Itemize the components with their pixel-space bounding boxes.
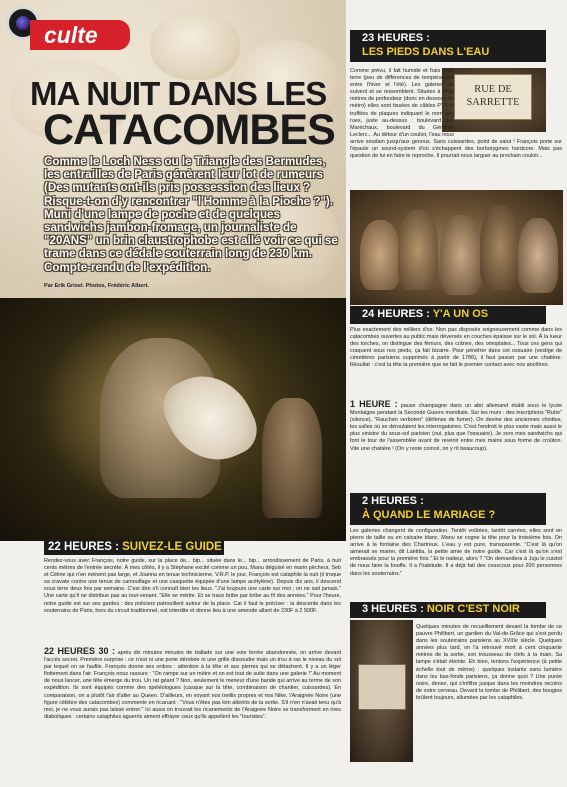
intro-paragraph: Comme le Loch Ness ou le Triangle des Bermudes, les entrailles de Paris génèrent leur lot de rumeurs (Des mutants ont-ils pris possession des lieux ? Risque-t-on d'y rencontrer "l'Homme à la Pioche ?"). Muni d'une lampe de poche et de quelques sandwichs jambon-fromage, un journaliste de "20ANS" un brin claustrophobe est allé voir ce qui se trame dans ce dédale souterrain long de 230 km. Compte-rendu de l'expédition. [44,155,338,274]
section-body: pause champagne dans un abri allemand établi sous le lycée Montaigne pendant la Seconde Guerre mondiale. Sur les murs : des inscriptions "Ruhe" (silence), "Rauchen verboten" (défense de fumer). On devine des anciennes chiottes, les salles où se déroulaient les interrogatoires. C'est l'endroit le plus vaste mais aussi le plus sinistre du sous-sol parisien (oui, plus que l'ossuaire). Je sors mes sandwichs qui font le tour de l'assemblée avant de revenir entre mes mains sous forme de croûton. Vite une chatière ! (On y reste coincé, on y rit beaucoup). [350,403,562,452]
section-text-22h30 [44,647,341,721]
street-sign-line: SARRETTE [466,97,520,108]
section-time: 1 HEURE : [350,399,398,409]
section-title: NOIR C'EST NOIR [426,603,520,615]
section-body: après dix minutes minutes de ballade sur une voie ferrée abandonnée, on arrive devant l'accès secret. Première surprise : ce n'est ni une porte dérobée ni une grille dissoudre mais un trou à ras le niveau du sol par lequel on se faufile. François donne ses ordres : attention à la tête et aux pierres qui se détachent. Il y a un léger flottement dans l'air. François nous rassure : "On rampe sur un mètre et on est tout de suite dans une galerie !" Au moment de nous lancer, une tête émerge du trou. Un rat géant ? Non, seulement le meneur d'une bande qui arrive au terme de son expédition. Ils sont équipés comme des spéléologues (casque sur la tête, combinaison de chantier, cuissardes). En comparaison, on a plutôt l'air d'aller au Queen. D'ailleurs, en voyant nos treillis propres et nos Nike, l'Araignée Noire (une figure célèbre des catacombes) commente en ricanant : "Vous n'êtes pas loin atteints de la sortie. S'il n'en n'avait tenu qu'à moi, je ne vous aurais pas laissé entrer." Ici aussi on trouvait les ricanements de l'Araignée Noire se transforment en rires diaboliques : certains cataphiles aguerris aiment effrayer ceux qu'ils appellent les "touristes". [44,650,341,720]
section-heading-2h [350,493,546,525]
image-float-spacer [454,68,562,132]
photo-group-in-ossuary [350,190,563,305]
section-heading-22h [44,540,224,555]
photo-explorers-tunnel [0,298,346,541]
section-time: 2 HEURES : [362,495,424,507]
section-text-3h: Quelques minutes de recueillement devant la tombe de ce pauvre Philibert, un gardien du Val-de-Grâce qui s'est perdu dans les souterrains parisiens au XVIIIe siècle. Quelques années plus tard, on l'a retrouvé mort à cent cinquante mètres de la sortie, son trousseau de clefs à la main. Sa lampe s'était éteinte. Eh bien, tentons l'expérience (à petite échelle tout de même) : quelques instants sans lumière dans les bas-fonds parisiens, ça donne quoi ? Une purée noire, dense, qui s'infiltre jusque dans les moindres recoins de votre cerveau. Devant la tombe de Philibert, des bougies brûlent toujours, allumées par les cataphiles. [416,624,562,701]
section-text-24h: Plus exactement des milliers d'os. Non pas disposés soigneusement comme dans les catacombes ouvertes au public mais déversés en couches épaisse sur le sol. À la lueur des torches, on distingue des fémurs, des crânes, des omoplates... Tous ces gens qui craquent sous nos pieds, ça fait bizarre. Pour pénétrer dans cet ossuaire (vestige de cimetières parisiens supprimés à partir de 1786), il faut passer par une chatière. Résultat : c'est la tête la première que se fait le premier contact avec nos ancêtres. [350,327,562,369]
section-time: 22 HEURES 30 : [44,646,116,656]
headline-line-2: CATACOMBES [43,106,335,154]
section-time: 22 HEURES : [48,541,119,553]
byline-credit: Par Erik Grisel. Photos, Frédéric Albert. [44,283,149,289]
section-text-2h: Les galeries changent de configuration. Tantôt voûtées, tantôt carrées, elles sont en pierre de taille ou en calcaire blanc. Manu se cogne la tête pour la troisième fois. On arrive à la fontaine des Chartreux. L'eau y est pure, transparente. "C'est là qu'on aimerait se marier, dit Laëtitia, la petite amie de notre guide. Car c'est là qu'on s'est embrassés pour la première fois." Et le traiteur, alors ? "On demandera à Juju le cuistot de nous faire la bouffe. Il a l'habitude. Il a déjà fait des couscous pour 200 personnes dans les souterrains." [350,528,562,577]
section-time: 23 HEURES : [362,32,430,44]
street-sign-line: RUE DE [474,84,512,95]
section-body: Comme prévu, il fait humide et frais sous terre (peu de différences de températures entre l'hiver et l'été). Les galeries se suivent et se ressemblent. Situées à vingt mètres de profondeur (donc en dessous du métro) elles sont tissées de câbles PTT et truffées de plaques indiquant le nom des rues, juste au-dessus : boulevard des Maréchaux, boulevard du Général-Leclerc... Au détour d'un couloir, l'eau nous arrive soudain jusqu'aux genoux. Sans cuissardes, point de salut ! François porte sur l'épaule un sound-system d'où s'échappent des borborygmes hardcore. Mais pas question de lui en faire le reproche. Il pourrait nous larguer au prochain couloir... [350,68,562,160]
photo-tomb-plaque [350,620,413,762]
section-text-22h: Rendez-vous avec François, notre guide, sur la place de... bip... située dans le... bip... arrondissement de Paris, à huit cents mètres de l'entrée secrète. À mes côtés, il y a Stéphane excité comme un pou, Manu déguisé en marin pêcheur, Seb et Céline qui n'en mènent pas large, et Joanna en tenue technicienne. V.R.P. le jour, François est cataphile la nuit (il troque sa cravate contre une tenue de camouflage et une casquette équipée d'une lampe acétylène). Depuis dix ans, il descend sous terre deux fois par semaine. C'est dire s'il connaît bien les lieux. "J'ai toujours une carte sur moi ; on ne sait jamais." Une carte qu'il ne distribue pas au tout-venant. "Elle se mérite. Et se trace bribe par bribe au fil des années." Pour l'heure, notre guide est sur ses gardes : des policiers patrouillent autour de la place. Car il faut le préciser : la descente dans les souterrains de Paris, hors du circuit traditionnel, est interdite et donne lieu à une amende allant de 230F à 2 500F. [44,558,341,614]
section-title: SUIVEZ-LE GUIDE [122,541,222,553]
section-text-1h [350,400,562,453]
section-heading-23h [350,30,546,62]
section-heading-24h [350,306,546,324]
section-time: 3 HEURES : [362,603,424,615]
section-text-23h [350,68,562,160]
headline-line-1: MA NUIT DANS LES [30,75,327,112]
section-title: Y'A UN OS [432,308,489,320]
section-time: 24 HEURES : [362,308,430,320]
section-title: LES PIEDS DANS L'EAU [362,46,490,58]
section-tag: culte [30,20,130,50]
section-heading-3h [350,602,546,618]
right-column [346,0,567,787]
section-title: À QUAND LE MARIAGE ? [362,509,496,521]
tomb-plaque [358,664,406,710]
